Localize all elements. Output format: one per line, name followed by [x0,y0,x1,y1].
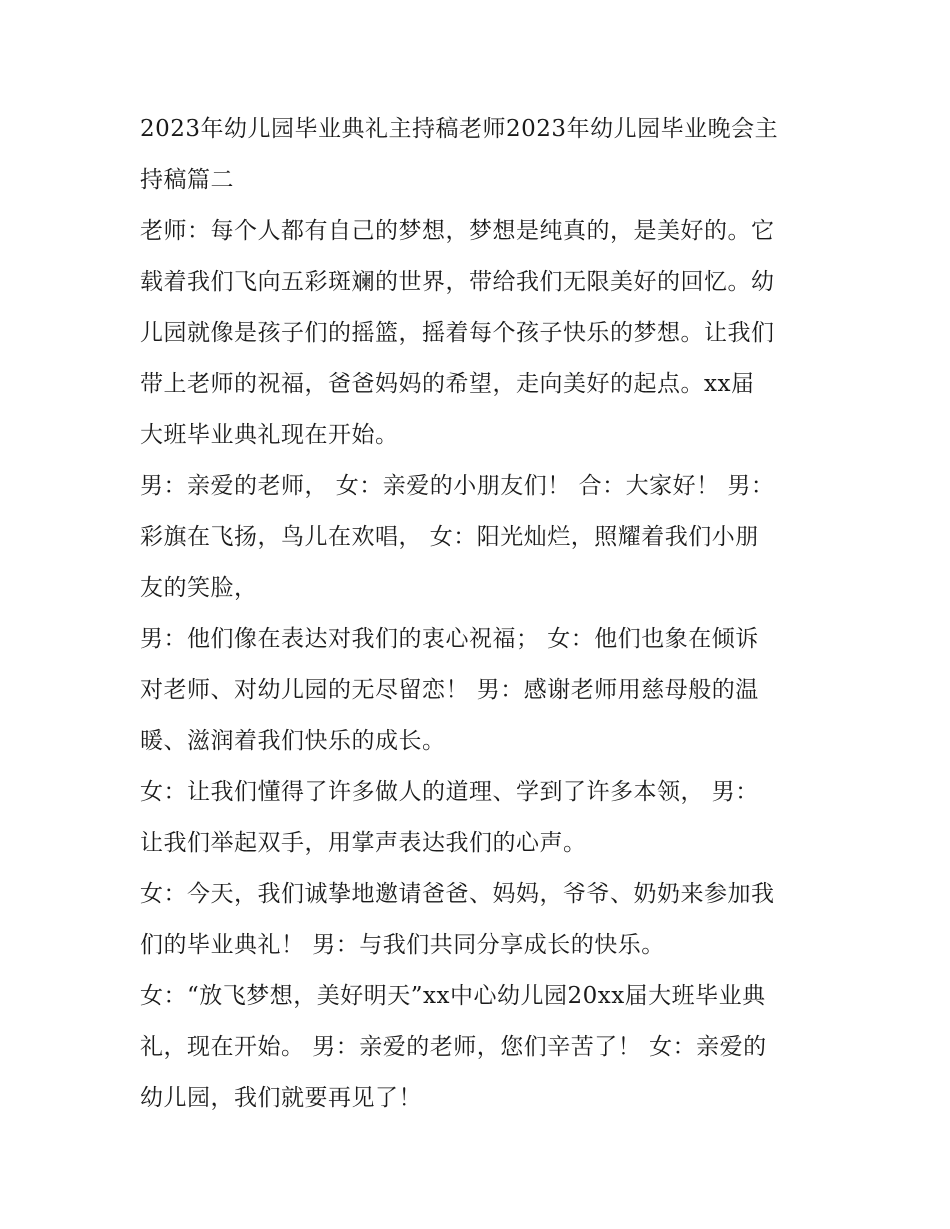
paragraph-lessons: 女：让我们懂得了许多做人的道理、学到了许多本领， 男： 让我们举起双手，用掌声表达我们的心声。 [140,779,759,856]
paragraph-blessing: 男：他们像在表达对我们的衷心祝福； 女：他们也象在倾诉 对老师、对幼儿园的无尽留恋！ 男：感谢老师用慈母般的温 暖、滋润着我们快乐的成长。 [140,626,759,754]
paragraph-teacher-opening: 老师：每个人都有自己的梦想，梦想是纯真的，是美好的。它 载着我们飞向五彩斑斓的世界，带给我们无限美好的回忆。幼 儿园就像是孩子们的摇篮，摇着每个孩子快乐的梦想。让我们 带上老师的祝福，爸爸妈妈的希望，走向美好的起点。xx届 大班毕业典礼现在开始。 [140,218,775,448]
paragraph-greeting: 男：亲爱的老师， 女：亲爱的小朋友们！ 合：大家好！ 男： 彩旗在飞扬，鸟儿在欢唱， 女：阳光灿烂，照耀着我们小朋 友的笑脸， [140,473,775,601]
document-title: 2023年幼儿园毕业典礼主持稿老师2023年幼儿园毕业晚会主 持稿篇二 [140,116,779,193]
paragraph-invitation: 女：今天，我们诚挚地邀请爸爸、妈妈，爷爷、奶奶来参加我 们的毕业典礼！ 男：与我们共同分享成长的快乐。 [140,881,775,958]
document-body [140,104,820,1124]
paragraph-ceremony-start: 女：“放飞梦想，美好明天”xx中心幼儿园20xx届大班毕业典 礼，现在开始。 男：亲爱的老师，您们辛苦了！ 女：亲爱的 幼儿园，我们就要再见了！ [140,983,767,1111]
